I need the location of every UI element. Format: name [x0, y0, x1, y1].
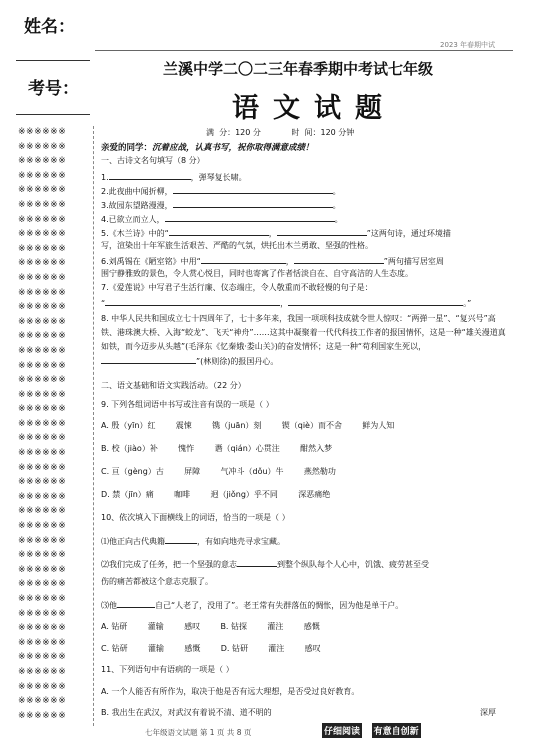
q11-option-b-cont: 深厚: [480, 708, 496, 717]
score-time-line: 满 分：120 分 时 间：120 分钟: [206, 128, 355, 137]
q10-sentence-2: [101, 557, 429, 570]
header-rule: [95, 50, 513, 51]
seal-star-row: ※※※※※※: [18, 448, 67, 459]
q2-line: 2.此夜曲中闻折柳， 。: [101, 184, 341, 197]
q5-text-a: 5.《木兰诗》中的“: [101, 229, 169, 238]
seal-star-row: ※※※※※※: [18, 331, 67, 342]
seal-star-row: ※※※※※※: [18, 491, 67, 502]
seal-star-row: ※※※※※※: [18, 710, 67, 721]
seal-line-divider: [93, 126, 94, 726]
q8-text: 8. 中华人民共和国成立七十四周年了，七十多年来，我国一项项科技成就令世人惊叹：“两弹一星”、“复兴号”高铁、港珠澳大桥、入海“蛟龙”、飞天“神舟”……这其中凝聚着一代代科技工作者的报国情怀，这是一种“雄关漫道真如铁，而今迈步从头越”(毛泽东《忆秦娥·娄山关》)的奋发情怀；这是一种“苟利国家生死以，: [101, 314, 506, 351]
seal-star-row: ※※※※※※: [18, 477, 67, 488]
q4-blank[interactable]: [165, 212, 335, 222]
q10-sentence-2-cont: 伤的痛苦都被这个意志克服了。: [101, 577, 213, 586]
seal-star-row: ※※※※※※: [18, 156, 67, 167]
seal-star-row: ※※※※※※: [18, 272, 67, 283]
q5-blank-2[interactable]: [277, 226, 367, 236]
exam-number-label: 考号：: [28, 79, 79, 99]
name-underline: [16, 60, 90, 61]
section1-title: 一、古诗文名句填写（8 分）: [101, 156, 205, 165]
q10-s3-blank[interactable]: [117, 598, 155, 608]
name-label: 姓名：: [24, 17, 75, 37]
seal-star-row: ※※※※※※: [18, 243, 67, 254]
seal-star-row: ※※※※※※: [18, 229, 67, 240]
seal-star-row: ※※※※※※: [18, 375, 67, 386]
q8-blank[interactable]: [101, 354, 196, 364]
q6-blank-1[interactable]: [201, 254, 286, 264]
q6-text-a: 6.刘禹锡在《陋室铭》中用“: [101, 257, 201, 266]
q11-option-b[interactable]: B. 我出生在武汉，对武汉有着说不清、道不明的: [101, 708, 272, 717]
exam-number-underline: [16, 114, 90, 115]
q2-text: 2.此夜曲中闻折柳，: [101, 187, 173, 196]
q1-text: ，弹琴复长啸。: [190, 173, 247, 182]
q3-text: 3.故园东望路漫漫，: [101, 201, 173, 210]
seal-star-row: ※※※※※※: [18, 506, 67, 517]
seal-star-row: ※※※※※※: [18, 287, 67, 298]
seal-star-row: ※※※※※※: [18, 652, 67, 663]
q5-comma: ，: [268, 229, 277, 238]
page-number: 七年级语文试题 第 1 页 共 8 页: [145, 728, 252, 737]
q10-s1-a: ⑴他正向古代典籍: [101, 537, 165, 546]
q6-line-2: 围宁静雅致的景色，令人赏心悦目，同时也寄寓了作者恬淡自在、自守高洁的人生态度。: [101, 269, 413, 278]
q10-s1-b: ，有如向地壳寻求宝藏。: [197, 537, 285, 546]
q10-s1-blank[interactable]: [165, 534, 197, 544]
seal-star-row: ※※※※※※: [18, 594, 67, 604]
school-title: 兰溪中学二〇二三年春季期中考试七年级: [163, 60, 434, 78]
q5-blank-1[interactable]: [169, 226, 269, 236]
seal-star-row: ※※※※※※: [18, 681, 67, 692]
seal-star-row: ※※※※※※: [18, 696, 67, 707]
q7-line-2: [101, 296, 471, 309]
greeting-text: 沉着应战，认真书写，祝你取得满意成绩！: [152, 143, 314, 153]
q7-quote-open: “: [101, 299, 106, 308]
q9-option-d[interactable]: D. 禁（jīn）痛 咖啡 迥（jiǒng）乎不同 深恶痛绝: [101, 490, 331, 499]
header-tag: 2023 年春期中试: [440, 41, 496, 49]
seal-star-row: ※※※※※※: [18, 345, 67, 356]
seal-star-row: ※※※※※※: [18, 521, 67, 532]
greeting-lead: 亲爱的同学：: [101, 143, 153, 153]
seal-star-row: ※※※※※※: [18, 579, 67, 590]
footer-motto-1: 仔细阅读: [322, 723, 362, 738]
q8-tail: ”(林则徐)的报国丹心。: [196, 357, 279, 366]
q5-text-c: ”这两句诗，通过环境描: [366, 229, 451, 238]
seal-star-row: ※※※※※※: [18, 214, 67, 225]
q7-blank-2[interactable]: [288, 296, 463, 306]
seal-star-row: ※※※※※※: [18, 127, 67, 137]
section2-title: 二、语文基础和语文实践活动。（22 分）: [101, 381, 246, 390]
q1-line: [101, 170, 247, 183]
q9-option-c[interactable]: C. 亘（gèng）古 屏障 气冲斗（dǒu）牛 燕然勒功: [101, 467, 336, 476]
seal-star-row: ※※※※※※: [18, 608, 67, 619]
q6-text-c: ”两句描写居室周: [383, 257, 444, 266]
q11-option-a[interactable]: A. 一个人能否有所作为，取决于他是否有远大理想，是否受过良好教育。: [101, 687, 360, 696]
seal-star-row: ※※※※※※: [18, 433, 67, 444]
q9-option-b[interactable]: B. 校（jiào）补 愧怍 谮（qián）心贯注 酣然入梦: [101, 444, 333, 453]
seal-star-row: ※※※※※※: [18, 535, 67, 546]
seal-star-row: ※※※※※※: [18, 141, 67, 152]
seal-star-row: ※※※※※※: [18, 360, 67, 371]
q4-text: 4.已欲立而立人，: [101, 215, 165, 224]
seal-star-row: ※※※※※※: [18, 462, 67, 473]
q6-blank-2[interactable]: [294, 254, 384, 264]
q7-blank-1[interactable]: [105, 296, 280, 306]
q7-line: 7.《爱莲说》中写君子生活行廉、仪态端庄，令人敬重而不敢轻慢的句子是：: [101, 283, 373, 292]
q4-line: 4.已欲立而立人， 。: [101, 212, 343, 225]
q1-blank[interactable]: [109, 170, 191, 180]
seal-star-row: ※※※※※※: [18, 404, 67, 415]
q5-line-2: 写，渲染出十年军旅生活艰苦、严酷的气氛，烘托出木兰勇敢、坚强的性格。: [101, 241, 373, 250]
q10-s2-a: ⑵我们完成了任务，把一个坚强的意志: [101, 560, 237, 569]
seal-star-row: ※※※※※※: [18, 623, 67, 634]
q10-options-cd[interactable]: C. 钻研 灌输 感慨 D. 钻研 灌注 感叹: [101, 644, 321, 653]
seal-line-stars: [18, 125, 90, 723]
q10-s3-b: 自己“人老了，没用了”。老王常有失群落伍的惆怅，因为他是单干户。: [155, 601, 404, 610]
seal-star-row: ※※※※※※: [18, 199, 67, 210]
q10-sentence-3: [101, 598, 403, 611]
q11-stem: 11、下列语句中有语病的一项是（ ）: [101, 665, 234, 674]
seal-star-row: ※※※※※※: [18, 302, 67, 313]
q6-comma: ，: [285, 257, 294, 266]
seal-star-row: ※※※※※※: [18, 185, 67, 196]
subject-title: 语文试题: [232, 93, 396, 124]
q3-blank[interactable]: [173, 198, 333, 208]
q8-paragraph: [101, 312, 511, 369]
seal-star-row: ※※※※※※: [18, 170, 67, 181]
seal-star-row: ※※※※※※: [18, 637, 67, 648]
q10-options-ab[interactable]: A. 钻研 灌输 感叹 B. 钻探 灌注 感慨: [101, 622, 320, 631]
seal-star-row: ※※※※※※: [18, 258, 67, 269]
seal-star-row: ※※※※※※: [18, 418, 67, 429]
q10-s3-a: ⑶他: [101, 601, 117, 610]
seal-star-row: ※※※※※※: [18, 389, 67, 400]
q3-line: 3.故园东望路漫漫， 。: [101, 198, 341, 211]
q5-line: [101, 226, 451, 239]
seal-star-row: ※※※※※※: [18, 666, 67, 677]
q9-option-a[interactable]: A. 殷（yīn）红 震悚 镌（juān）刻 锲（qiè）而不舍 鲜为人知: [101, 421, 395, 430]
seal-star-row: ※※※※※※: [18, 564, 67, 575]
q7-quote-close: 。”: [463, 299, 472, 308]
greeting: [101, 141, 314, 153]
q10-s2-b: 到整个纵队每个人心中，饥饿、疲劳甚至受: [277, 560, 429, 569]
q10-stem: 10、依次填入下面横线上的词语，恰当的一项是（ ）: [101, 513, 290, 522]
footer-motto-2: 有意自创新: [372, 723, 421, 738]
seal-star-row: ※※※※※※: [18, 316, 67, 327]
q6-line: [101, 254, 444, 267]
footer-motto: [322, 723, 422, 738]
q2-blank[interactable]: [173, 184, 333, 194]
q1-number: 1.: [101, 173, 109, 182]
q9-stem: 9. 下列各组词语中书写或注音有误的一项是（ ）: [101, 400, 274, 409]
seal-star-row: ※※※※※※: [18, 550, 67, 561]
q10-s2-blank[interactable]: [237, 557, 277, 567]
q7-comma: ，: [280, 299, 289, 308]
q10-sentence-1: [101, 534, 285, 547]
